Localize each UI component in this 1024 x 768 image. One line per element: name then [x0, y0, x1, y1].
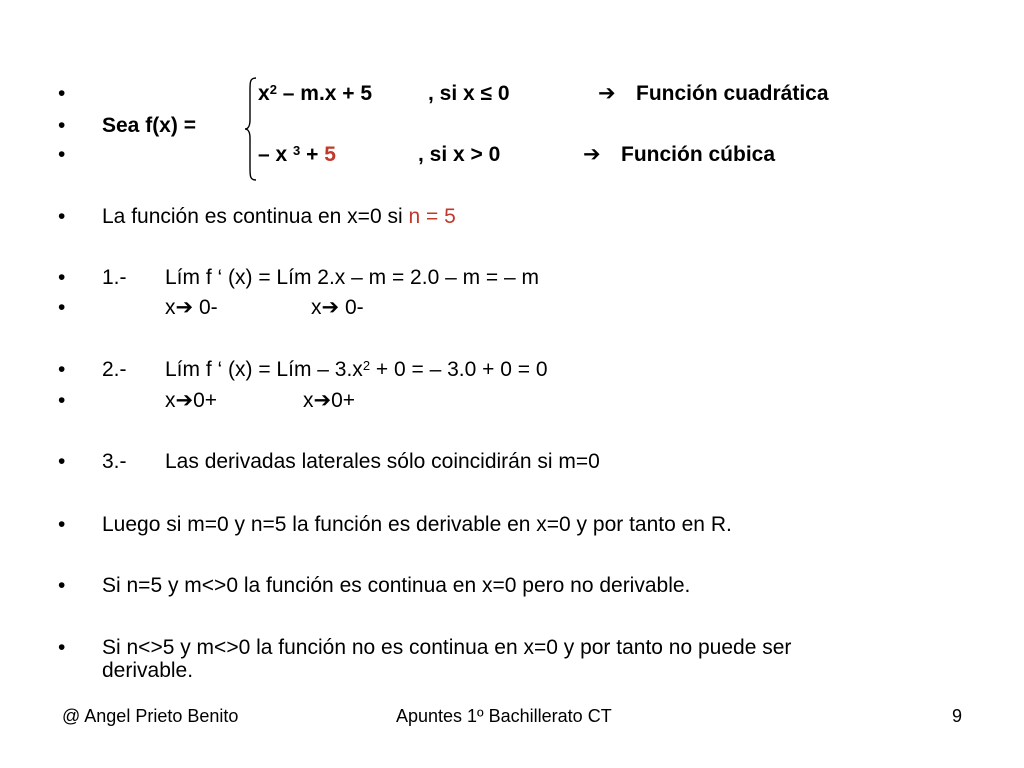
- arrow-icon: ➔: [321, 296, 340, 319]
- conclusion-2-text: Si n=5 y m<>0 la función es continua en x=0 pero no derivable.: [102, 574, 691, 597]
- piecewise-row1-expr: $x^2 - m.x + 5$: [258, 82, 373, 105]
- piecewise-row2-description: Función cúbica: [621, 143, 776, 166]
- conclusion-1-text: Luego si m=0 y n=5 la función es derivable en x=0 y por tanto en R.: [102, 513, 732, 536]
- footer-course: Apuntes 1º Bachillerato CT: [396, 706, 612, 726]
- bullet: •: [58, 296, 66, 319]
- continuity-text: La función es continua en x=0 si n = 5: [102, 205, 456, 228]
- footer-author: @ Angel Prieto Benito: [62, 706, 239, 726]
- bullet: •: [58, 143, 66, 166]
- piecewise-row1-condition: , si x ≤ 0: [428, 82, 510, 105]
- step2-limit-left: x➔0+: [165, 389, 218, 412]
- bullet: •: [58, 266, 66, 289]
- step1-limit-right: x➔ 0-: [311, 296, 364, 319]
- step2-number: 2.-: [102, 358, 127, 381]
- continuity-condition: n = 5: [408, 205, 456, 228]
- arrow-icon: ➔: [313, 389, 332, 412]
- conclusion-3-text: Si n<>5 y m<>0 la función no es continua en x=0 y por tanto no puede ser: [102, 636, 792, 659]
- step3-number: 3.-: [102, 450, 127, 473]
- piecewise-row2-expr: – x $^3$ + 5: [258, 143, 336, 166]
- bullet: •: [58, 358, 66, 381]
- piecewise-label: Sea f(x) =: [102, 114, 196, 137]
- bullet: •: [58, 205, 66, 228]
- arrow-icon: ➔: [583, 143, 601, 166]
- step2-limit-right: x➔0+: [303, 389, 356, 412]
- piecewise-row1-description: Función cuadrática: [636, 82, 829, 105]
- step1-limit-left: x➔ 0-: [165, 296, 218, 319]
- bullet: •: [58, 574, 66, 597]
- footer-page-number: 9: [952, 706, 963, 726]
- arrow-icon: ➔: [175, 389, 194, 412]
- arrow-icon: ➔: [598, 82, 616, 105]
- bullet: •: [58, 114, 66, 137]
- bullet: •: [58, 82, 66, 105]
- bullet: •: [58, 450, 66, 473]
- step1-formula: Lím f ‘ (x) = Lím 2.x – m = 2.0 – m = – m: [165, 266, 540, 289]
- step3-text: Las derivadas laterales sólo coincidirán si m=0: [165, 450, 600, 473]
- piecewise-row2-condition: , si x > 0: [418, 143, 501, 166]
- arrow-icon: ➔: [175, 296, 194, 319]
- conclusion-3-text-continued: derivable.: [102, 659, 194, 682]
- bullet: •: [58, 636, 66, 659]
- curly-brace-icon: [244, 76, 258, 182]
- step1-number: 1.-: [102, 266, 127, 289]
- bullet: •: [58, 389, 66, 412]
- bullet: •: [58, 513, 66, 536]
- step2-formula: Lím f ‘ (x) = Lím – $3.x^2 + 0$ = – 3.0 + 0 = 0: [165, 358, 548, 381]
